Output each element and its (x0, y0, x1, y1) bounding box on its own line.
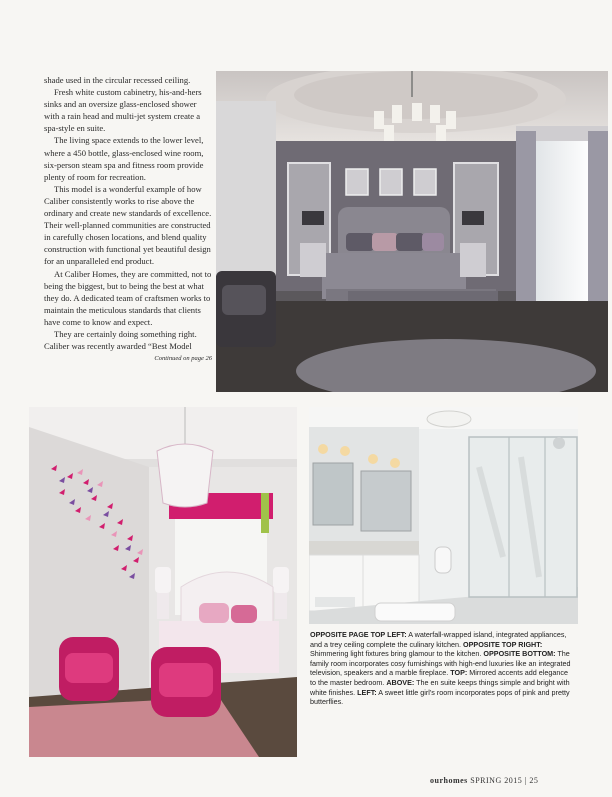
magazine-name: ourhomes (430, 776, 468, 785)
continued-note: Continued on page 26 (154, 355, 212, 363)
caption-label: ABOVE: (386, 677, 415, 687)
paragraph: This model is a wonderful example of how Caliber consistently works to rise above the ordinary and create new standards of excellence. Their well-planned communities are constructed in carefully chosen locations, and blend quality construction with functional yet beautiful design for an unparalleled end product. (44, 183, 212, 267)
paragraph: shade used in the circular recessed ceiling. (44, 75, 191, 85)
master-bedroom-photo (216, 71, 608, 392)
caption-label: OPPOSITE TOP RIGHT: (463, 639, 543, 649)
footer-separator: | (524, 776, 527, 785)
paragraph: The living space extends to the lower level, where a 450 bottle, glass-enclosed wine room, six-person steam spa and fitness room provide plenty of room for recreation. (44, 135, 204, 182)
caption-label: OPPOSITE PAGE TOP LEFT: (310, 630, 407, 639)
caption-text: A sweet little girl’s room incorporates pops of pink and pretty butterflies. (310, 687, 570, 707)
caption-text: The en suite keeps things simple and bright with white finishes. (310, 677, 570, 697)
caption-text: Shimmering light fixtures bring glamour to the kitchen. (310, 649, 484, 659)
paragraph: Fresh white custom cabinetry, his-and-hers sinks and an oversize glass-enclosed shower with a rain head and multi-jet system create a spa-style en suite. (44, 87, 202, 134)
photo-caption (310, 630, 575, 707)
caption-text: Mirrored accents add elegance to the master bedroom. (310, 668, 568, 687)
page-number: 25 (529, 776, 539, 785)
paragraph: At Caliber Homes, they are committed, not to being the biggest, but to being the best at what they do. A dedicated team of craftsmen works to maintain the meticulous standards that clients have come to know and expect. (44, 268, 212, 327)
paragraph: They are certainly doing something right. Caliber was recently awarded “Best Model (44, 328, 197, 352)
caption-label: TOP: (450, 668, 468, 678)
caption-label: LEFT: (357, 687, 377, 697)
ensuite-bathroom-photo (309, 407, 578, 624)
page-footer (430, 776, 538, 785)
caption-text: The family room incorporates cosy furnishings with high-end luxuries like an integrated television, speakers and a marble fireplace. (310, 649, 571, 678)
girls-room-photo (29, 407, 297, 757)
issue-label: SPRING 2015 (470, 776, 523, 785)
article-text-column (44, 74, 212, 365)
caption-label: OPPOSITE BOTTOM: (483, 649, 556, 659)
caption-text: A waterfall-wrapped island, integrated appliances, and a trey ceiling complete the culinary kitchen. (310, 630, 567, 649)
